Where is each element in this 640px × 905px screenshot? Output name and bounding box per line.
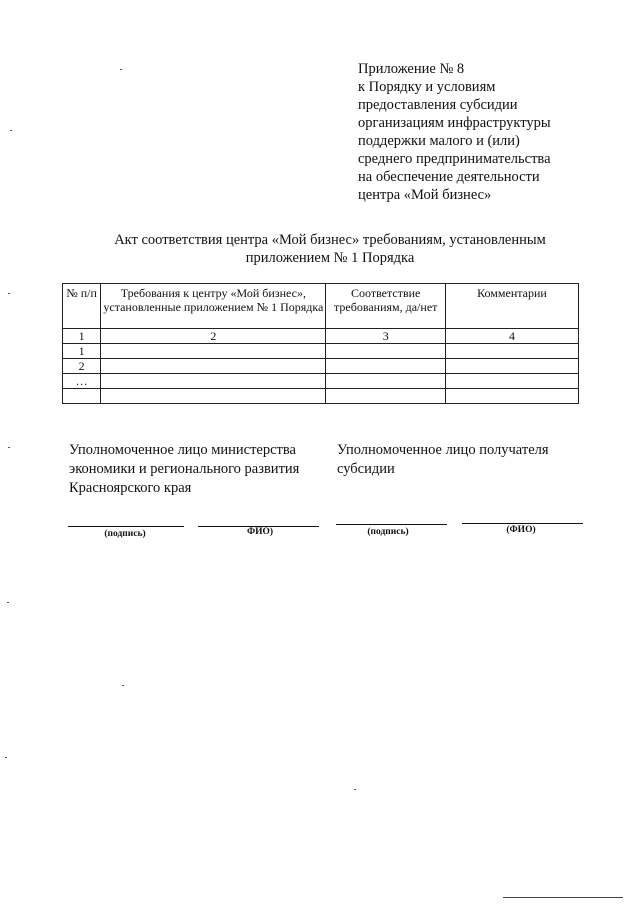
table-cell [326, 344, 445, 359]
signature-line-right [336, 524, 447, 525]
table-cell: 3 [326, 329, 445, 344]
table-cell [101, 389, 326, 404]
scan-edge-mark [503, 897, 623, 898]
title-line-2: приложением № 1 Порядка [245, 250, 415, 266]
table-cell [63, 389, 101, 404]
table-row [63, 389, 579, 404]
appendix-line: на обеспечение деятельности [358, 169, 540, 185]
requirements-table [62, 283, 579, 404]
scan-speck [122, 685, 124, 686]
title-line-1: Акт соответствия центра «Мой бизнес» требованиям, установленным [114, 232, 546, 248]
header-number: № п/п [63, 284, 101, 329]
table-cell: … [63, 374, 101, 389]
table-row [63, 374, 579, 389]
table-cell: 2 [101, 329, 326, 344]
name-caption: (ФИО) [506, 525, 536, 535]
appendix-line: центра «Мой бизнес» [358, 187, 492, 203]
scan-speck [10, 130, 12, 131]
signature-caption: (подпись) [367, 527, 409, 537]
appendix-line: поддержки малого и (или) [358, 133, 520, 149]
table-cell [101, 374, 326, 389]
table-cell: 1 [63, 329, 101, 344]
scan-speck [8, 293, 10, 294]
signature-line-left [68, 526, 184, 527]
table-cell [445, 344, 578, 359]
appendix-header [358, 60, 628, 204]
appendix-line: Приложение № 8 [358, 61, 465, 77]
scan-speck [7, 602, 9, 603]
table-row [63, 344, 579, 359]
appendix-line: среднего предпринимательства [358, 151, 551, 167]
table-cell [326, 389, 445, 404]
numbering-row [63, 329, 579, 344]
table-cell [326, 359, 445, 374]
table-header-row [63, 284, 579, 329]
header-comments: Комментарии [445, 284, 578, 329]
table-cell [445, 359, 578, 374]
appendix-line: к Порядку и условиям [358, 79, 496, 95]
table-cell: 1 [63, 344, 101, 359]
document-title [60, 231, 600, 267]
scan-speck [354, 789, 356, 790]
header-compliance: Соответствие требованиям, да/нет [326, 284, 445, 329]
scan-speck [120, 69, 122, 70]
scan-speck [5, 757, 7, 758]
table-cell [101, 344, 326, 359]
recipient-representative-label: Уполномоченное лицо получателя субсидии [337, 442, 549, 477]
table-cell [445, 374, 578, 389]
name-line-right [462, 523, 583, 524]
ministry-representative-label: Уполномоченное лицо министерства экономики и регионального развития Красноярского края [69, 442, 300, 496]
table-cell: 4 [445, 329, 578, 344]
appendix-line: предоставления субсидии [358, 97, 518, 113]
table-cell [445, 389, 578, 404]
name-caption: ФИО) [246, 527, 274, 537]
signature-caption: (подпись) [104, 529, 146, 539]
header-requirements: Требования к центру «Мой бизнес», установленные приложением № 1 Порядка [101, 284, 326, 329]
table-row [63, 359, 579, 374]
scan-speck [8, 447, 10, 448]
table-cell [101, 359, 326, 374]
appendix-line: организациям инфраструктуры [358, 115, 551, 131]
table-cell [326, 374, 445, 389]
table-cell: 2 [63, 359, 101, 374]
